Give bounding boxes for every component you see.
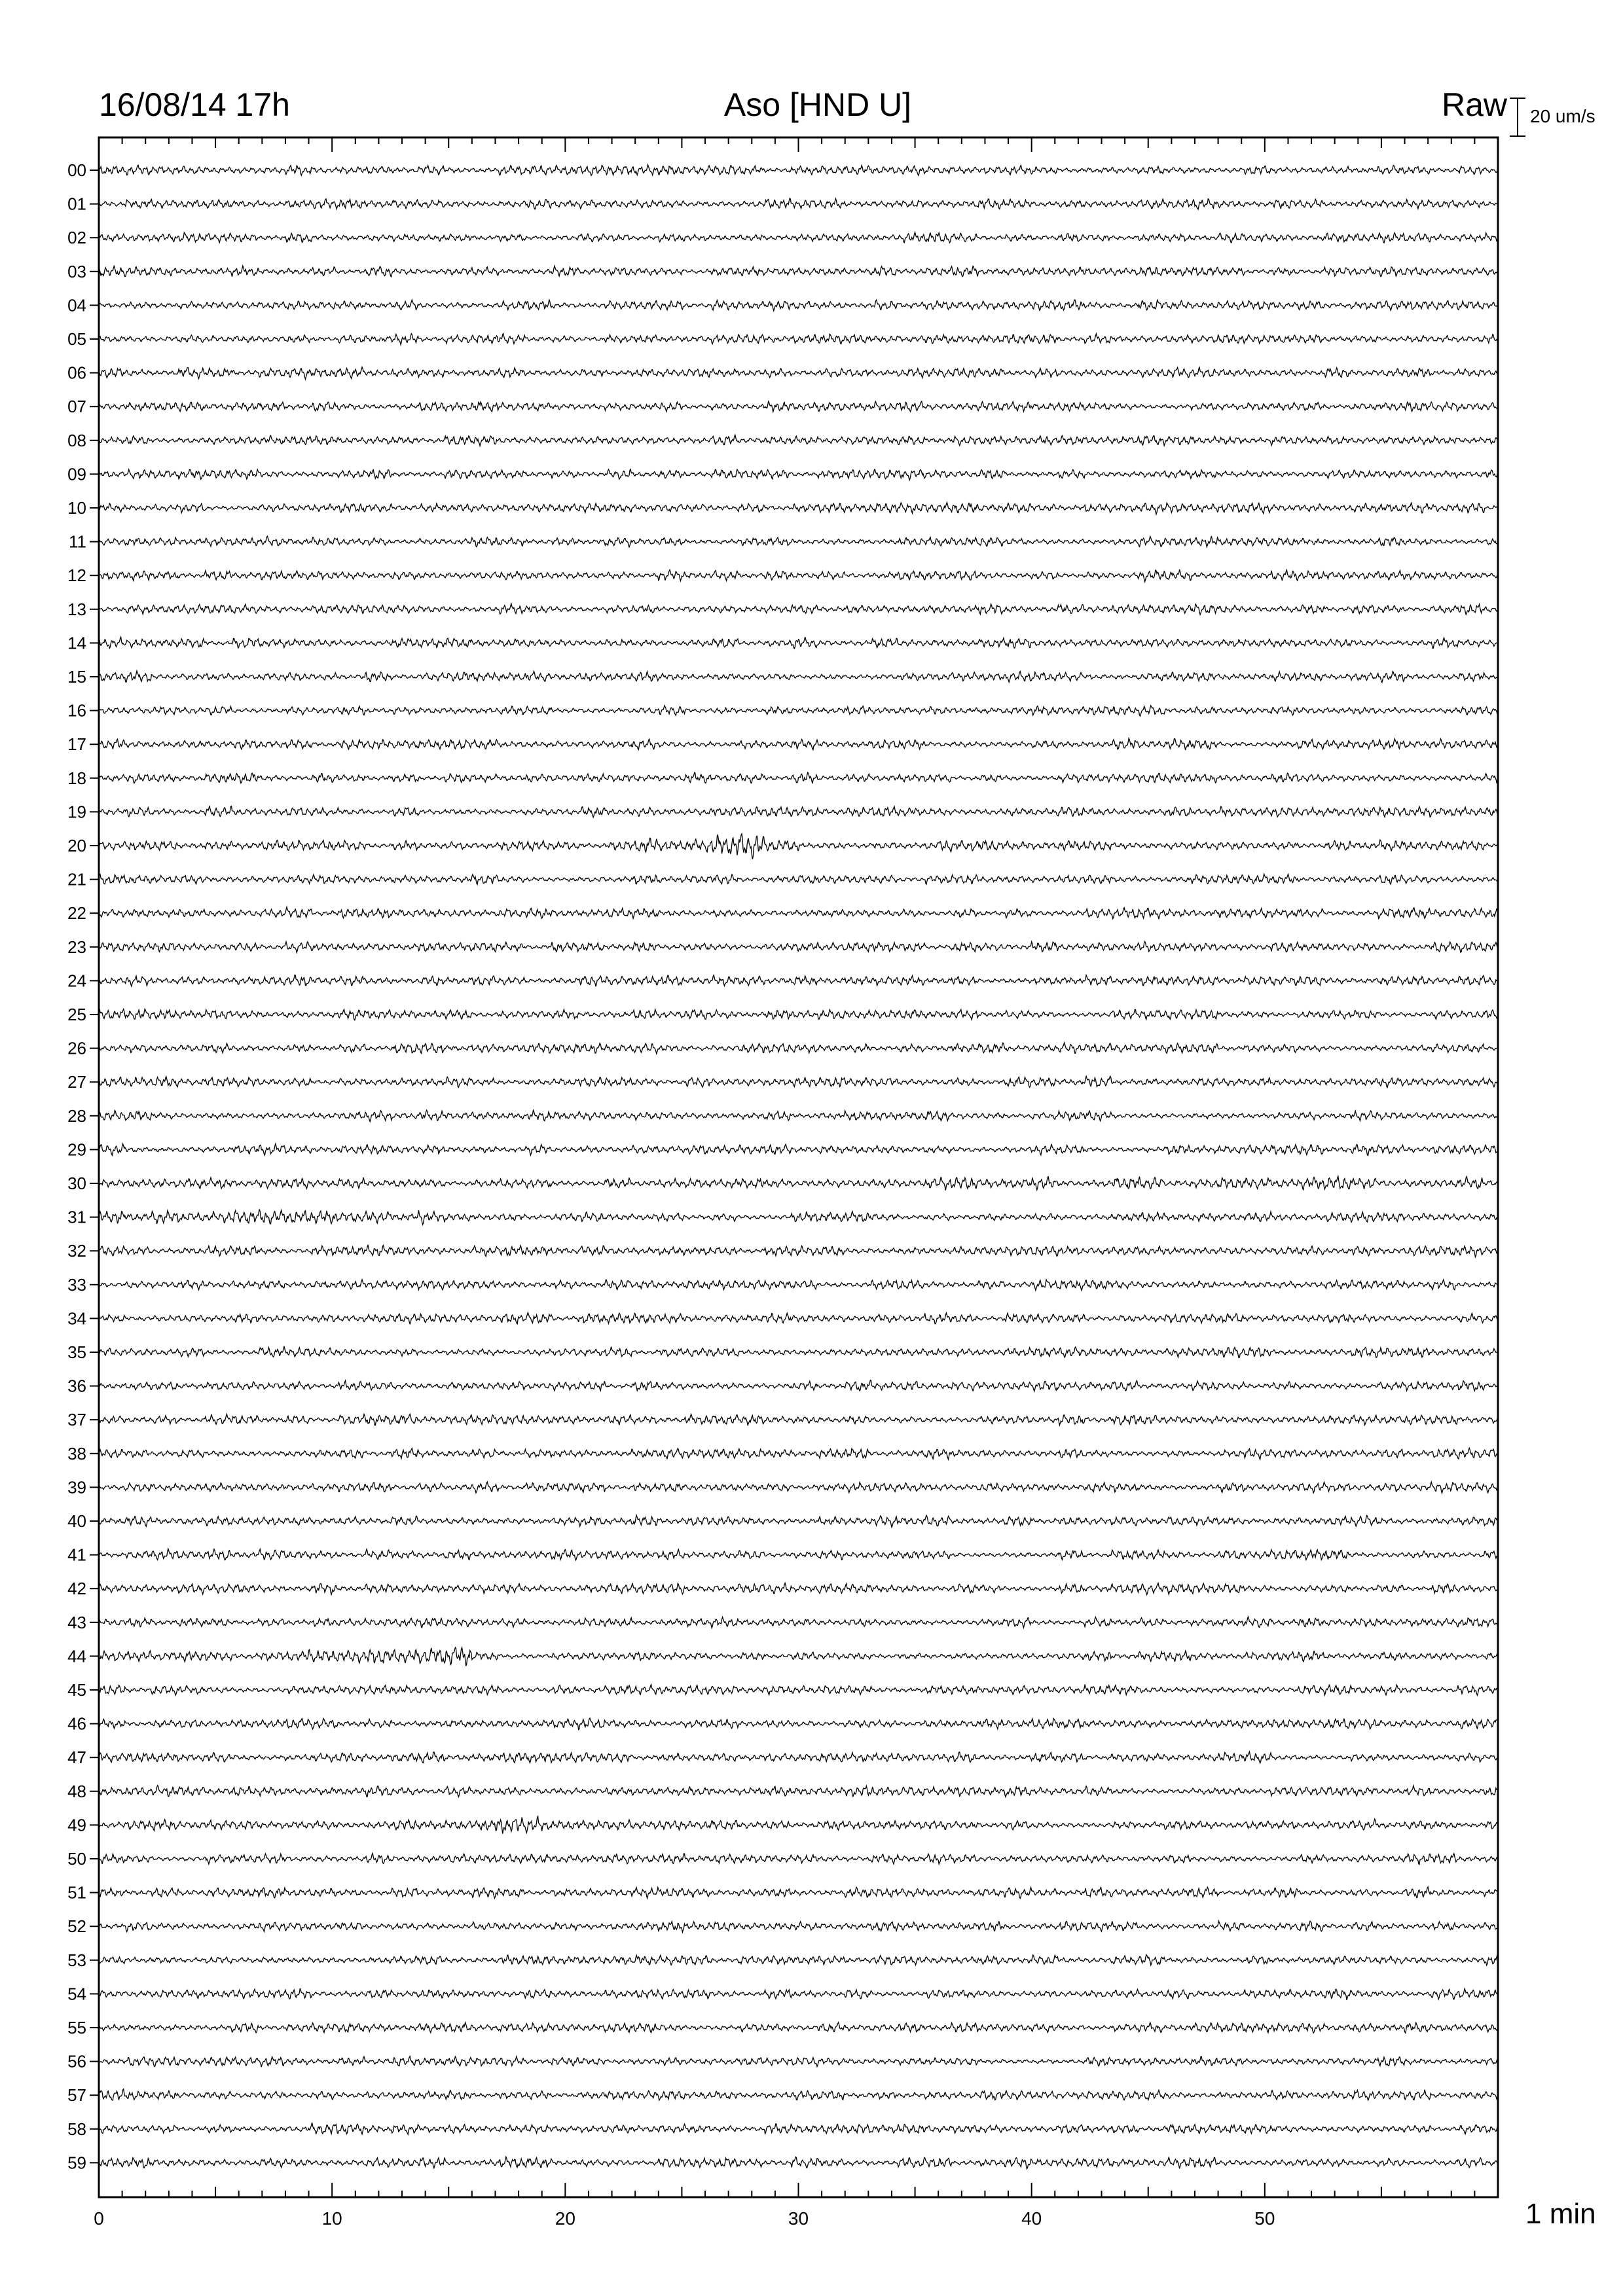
row-label: 00 <box>67 160 86 180</box>
trace-row <box>99 874 1498 884</box>
row-label: 20 <box>67 836 86 855</box>
row-label: 25 <box>67 1005 86 1024</box>
row-label: 47 <box>67 1748 86 1768</box>
trace-row <box>99 2089 1498 2100</box>
trace-row <box>99 1685 1498 1696</box>
row-label: 30 <box>67 1174 86 1193</box>
row-label: 11 <box>69 531 86 552</box>
trace-row <box>99 1144 1498 1156</box>
x-axis-unit-label: 1 min <box>1525 2198 1596 2230</box>
trace-row <box>99 1076 1498 1087</box>
trace-row <box>99 401 1498 412</box>
row-label: 34 <box>67 1308 86 1329</box>
row-label: 53 <box>67 1950 86 1970</box>
row-label: 31 <box>67 1207 86 1227</box>
trace-row <box>99 1414 1498 1426</box>
row-label: 40 <box>67 1511 86 1531</box>
trace-row <box>99 1110 1498 1122</box>
row-label: 07 <box>67 397 86 417</box>
trace-row <box>99 1816 1498 1834</box>
row-label: 16 <box>67 700 86 721</box>
row-labels <box>67 160 86 2172</box>
trace-row <box>99 603 1498 615</box>
row-label: 35 <box>67 1342 86 1362</box>
trace-row <box>99 942 1498 953</box>
axis-ticks <box>90 137 1498 2197</box>
trace-row <box>99 198 1498 209</box>
trace-row <box>99 1043 1498 1054</box>
row-label: 05 <box>67 329 86 349</box>
row-label: 22 <box>67 903 86 924</box>
row-label: 36 <box>67 1376 86 1396</box>
row-label: 19 <box>67 802 86 822</box>
row-label: 24 <box>67 971 86 991</box>
trace-row <box>99 334 1498 345</box>
x-tick-label: 50 <box>1254 2208 1275 2229</box>
row-label: 21 <box>67 869 86 889</box>
trace-row <box>99 435 1498 446</box>
row-label: 32 <box>67 1241 86 1261</box>
row-label: 12 <box>67 565 86 586</box>
trace-row <box>99 806 1498 817</box>
row-label: 58 <box>67 2119 86 2139</box>
trace-row <box>99 1751 1498 1763</box>
row-label: 48 <box>67 1781 86 1801</box>
trace-row <box>99 1785 1498 1797</box>
trace-row <box>99 671 1498 683</box>
trace-row <box>99 2123 1498 2134</box>
row-label: 46 <box>67 1713 86 1734</box>
trace-row <box>99 772 1498 783</box>
trace-row <box>99 2157 1498 2168</box>
trace-row <box>99 1176 1498 1191</box>
trace-row <box>99 536 1498 547</box>
x-tick-labels <box>94 2208 1275 2229</box>
trace-row <box>99 1647 1498 1666</box>
row-label: 08 <box>67 430 86 450</box>
row-label: 43 <box>67 1612 86 1632</box>
row-label: 04 <box>67 295 86 315</box>
row-label: 42 <box>67 1579 86 1599</box>
row-label: 50 <box>67 1849 86 1869</box>
trace-row <box>99 706 1498 716</box>
row-label: 37 <box>67 1410 86 1430</box>
row-label: 18 <box>67 768 86 788</box>
trace-row <box>99 1346 1498 1358</box>
row-label: 59 <box>67 2153 86 2173</box>
trace-row <box>99 1313 1498 1324</box>
x-tick-label: 10 <box>321 2208 342 2229</box>
row-label: 45 <box>67 1680 86 1700</box>
trace-row <box>99 1448 1498 1460</box>
row-label: 57 <box>67 2085 86 2106</box>
row-label: 14 <box>67 633 86 653</box>
trace-row <box>99 1583 1498 1595</box>
row-label: 27 <box>67 1072 86 1092</box>
trace-row <box>99 2056 1498 2068</box>
row-label: 28 <box>67 1105 86 1126</box>
plot-frame <box>99 137 1498 2197</box>
x-tick-label: 0 <box>94 2208 104 2229</box>
trace-row <box>99 637 1498 649</box>
header-date-hour: 16/08/14 17h <box>99 86 290 123</box>
row-label: 52 <box>67 1916 86 1937</box>
trace-row <box>99 569 1498 582</box>
header-station-title: Aso [HND U] <box>723 86 912 123</box>
row-label: 51 <box>67 1882 86 1903</box>
trace-row <box>99 1515 1498 1527</box>
trace-row <box>99 1009 1498 1020</box>
trace-row <box>99 907 1498 920</box>
trace-row <box>99 1921 1498 1932</box>
scale-bar <box>1510 98 1525 136</box>
trace-row <box>99 834 1498 859</box>
seismic-traces <box>99 165 1498 2169</box>
row-label: 26 <box>67 1038 86 1058</box>
trace-row <box>99 1617 1498 1628</box>
scale-bar-label: 20 um/s <box>1530 106 1596 126</box>
row-label: 54 <box>67 1984 86 2004</box>
trace-row <box>99 367 1498 380</box>
trace-row <box>99 1482 1498 1493</box>
trace-row <box>99 1718 1498 1730</box>
row-label: 02 <box>67 228 86 248</box>
trace-row <box>99 232 1498 243</box>
header-mode: Raw <box>1441 86 1507 123</box>
row-label: 01 <box>67 194 86 214</box>
row-label: 23 <box>67 937 86 957</box>
row-label: 49 <box>67 1815 86 1835</box>
trace-row <box>99 1854 1498 1865</box>
row-label: 56 <box>67 2051 86 2072</box>
trace-row <box>99 300 1498 311</box>
trace-row <box>99 1380 1498 1391</box>
trace-row <box>99 1280 1498 1291</box>
trace-row <box>99 1549 1498 1560</box>
trace-row <box>99 1210 1498 1225</box>
x-tick-label: 20 <box>555 2208 575 2229</box>
trace-row <box>99 2022 1498 2033</box>
row-label: 33 <box>67 1274 86 1295</box>
row-label: 09 <box>67 464 86 484</box>
row-label: 06 <box>67 363 86 383</box>
row-label: 17 <box>67 734 86 755</box>
row-label: 44 <box>67 1646 86 1666</box>
trace-row <box>99 1887 1498 1899</box>
row-label: 29 <box>67 1139 86 1160</box>
trace-row <box>99 1988 1498 2000</box>
x-tick-label: 30 <box>788 2208 809 2229</box>
trace-row <box>99 1954 1498 1965</box>
row-label: 03 <box>67 261 86 281</box>
trace-row <box>99 738 1498 750</box>
row-label: 55 <box>67 2018 86 2037</box>
row-label: 41 <box>67 1545 86 1565</box>
row-label: 39 <box>67 1477 86 1498</box>
x-tick-label: 40 <box>1021 2208 1042 2229</box>
row-label: 13 <box>67 599 86 619</box>
row-label: 10 <box>67 498 86 518</box>
trace-row <box>99 1245 1498 1257</box>
trace-row <box>99 165 1498 176</box>
trace-row <box>99 469 1498 480</box>
trace-row <box>99 975 1498 987</box>
trace-row <box>99 266 1498 277</box>
row-label: 38 <box>67 1443 86 1463</box>
trace-row <box>99 503 1498 514</box>
row-label: 15 <box>67 667 86 687</box>
